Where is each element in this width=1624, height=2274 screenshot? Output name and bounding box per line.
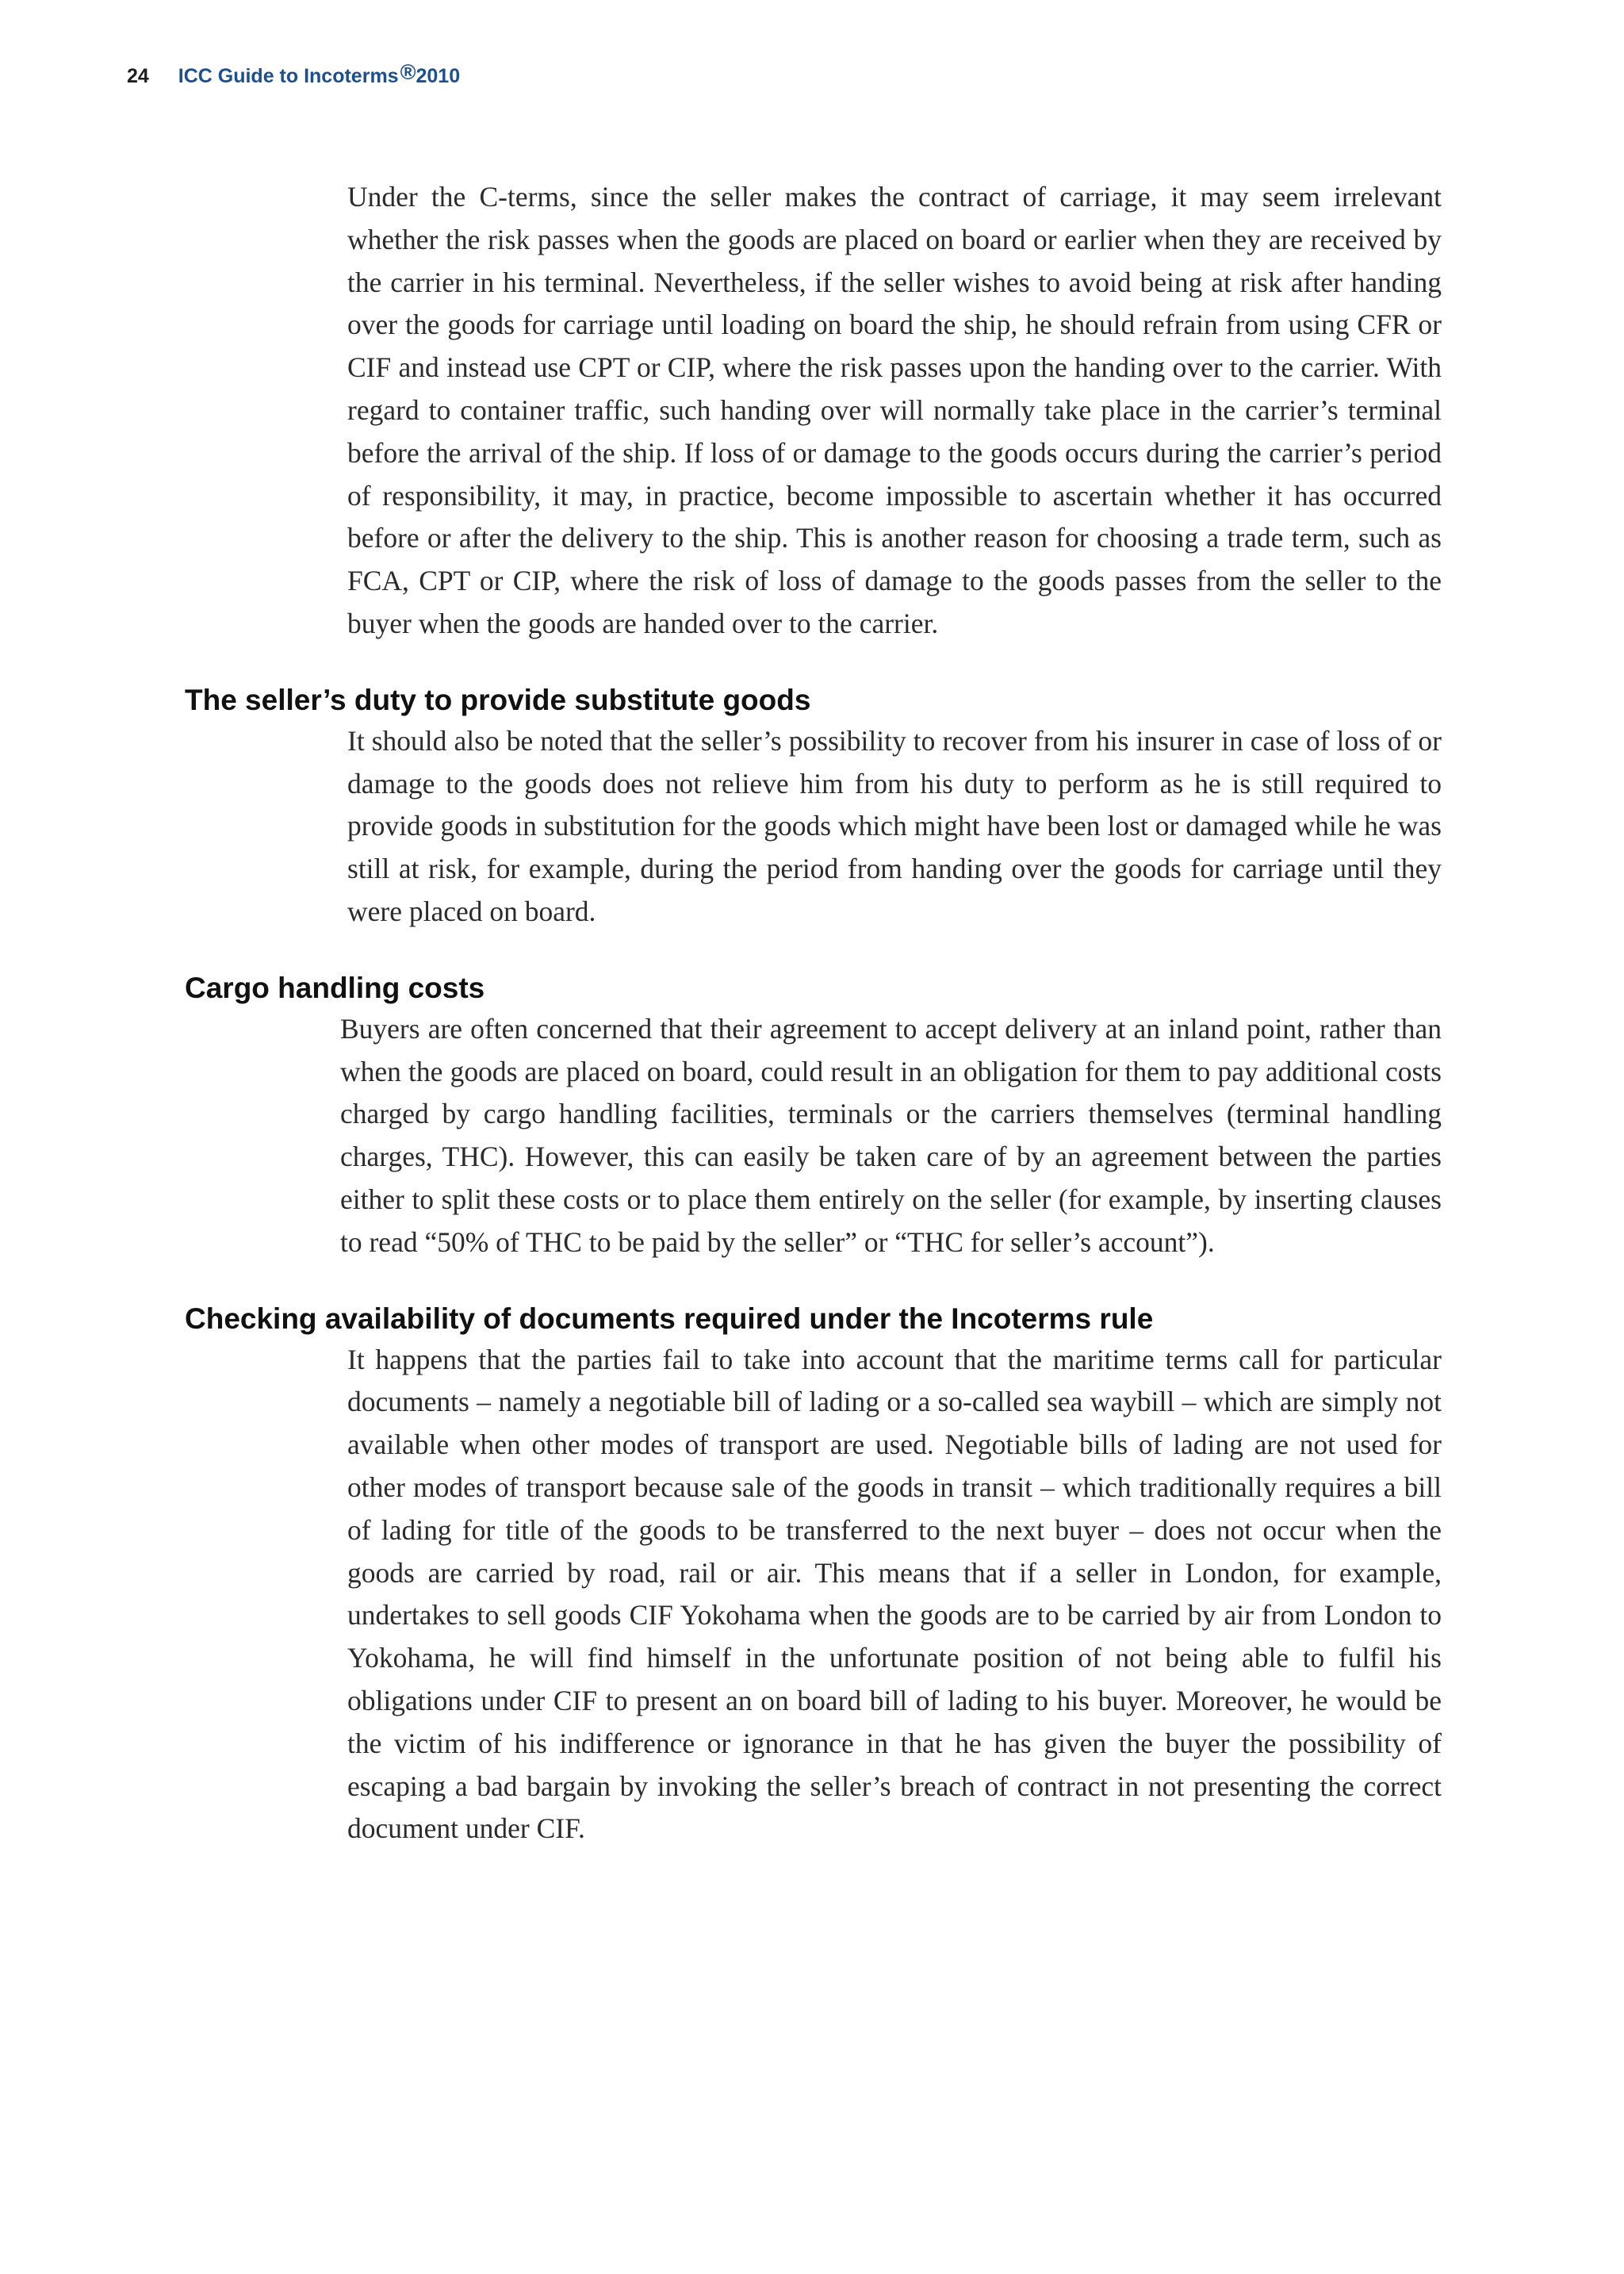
running-header xyxy=(127,60,460,88)
section-checking-documents xyxy=(185,1299,1442,1851)
section-heading: The seller’s duty to provide substitute goods xyxy=(185,683,811,716)
section-paragraph: Buyers are often concerned that their agreement to accept delivery at an inland point, rather than when the goods are placed on board, could result in an obligation for them to pay additional costs charged by cargo handling facilities, terminals or the carriers themselves (terminal handling charges, THC). However, this can easily be taken care of by an agreement between the parties either to split these costs or to place them entirely on the seller (for example, by inserting clauses to read “50% of THC to be paid by the seller” or “THC for seller’s account”). xyxy=(340,1012,1442,1258)
registered-mark: ® xyxy=(400,60,416,84)
section-cargo-handling-costs xyxy=(185,968,1442,1264)
section-substitute-goods xyxy=(185,681,1442,934)
section-heading: Checking availability of documents required under the Incoterms rule xyxy=(185,1302,1154,1335)
section-paragraph: It should also be noted that the seller’s possibility to recover from his insurer in case of loss of or damage to the goods does not relieve him from his duty to perform as he is still required to provide goods in substitution for the goods which might have been lost or damaged while he was still at risk, for example, during the period from handing over the goods for carriage until they were placed on board. xyxy=(347,724,1442,927)
section-heading: Cargo handling costs xyxy=(185,971,485,1004)
book-title: ICC Guide to Incoterms xyxy=(178,65,399,87)
page-number: 24 xyxy=(127,65,149,87)
intro-paragraph: Under the C-terms, since the seller makes the contract of carriage, it may seem irrelevant whether the risk passes when the goods are placed on board or earlier when they are received by the carrier in his terminal. Nevertheless, if the seller wishes to avoid being at risk after handing over the goods for carriage until loading on board the ship, he should refrain from using CFR or CIF and instead use CPT or CIP, where the risk passes upon the handing over to the carrier. With regard to container traffic, such handing over will normally take place in the carrier’s terminal before the arrival of the ship. If loss of or damage to the goods occurs during the carrier’s period of responsibility, it may, in practice, become impossible to ascertain whether it has occurred before or after the delivery to the ship. This is another reason for choosing a trade term, such as FCA, CPT or CIP, where the risk of loss of damage to the goods passes from the seller to the buyer when the goods are handed over to the carrier. xyxy=(347,181,1442,639)
page-content xyxy=(185,176,1442,1850)
section-paragraph: It happens that the parties fail to take into account that the maritime terms call for particular documents – namely a negotiable bill of lading or a so-called sea waybill – which are simply not available when other modes of transport are used. Negotiable bills of lading are not used for other modes of transport because sale of the goods in transit – which traditionally requires a bill of lading for title of the goods to be transferred to the next buyer – does not occur when the goods are carried by road, rail or air. This means that if a seller in London, for example, undertakes to sell goods CIF Yokohama when the goods are to be carried by air from London to Yokohama, he will find himself in the unfortunate position of not being able to fulfil his obligations under CIF to present an on board bill of lading to his buyer. Moreover, he would be the victim of his indifference or ignorance in that he has given the buyer the possibility of escaping a bad bargain by invoking the seller’s breach of contract in not presenting the correct document under CIF. xyxy=(347,1343,1442,1845)
book-year: 2010 xyxy=(416,65,461,87)
